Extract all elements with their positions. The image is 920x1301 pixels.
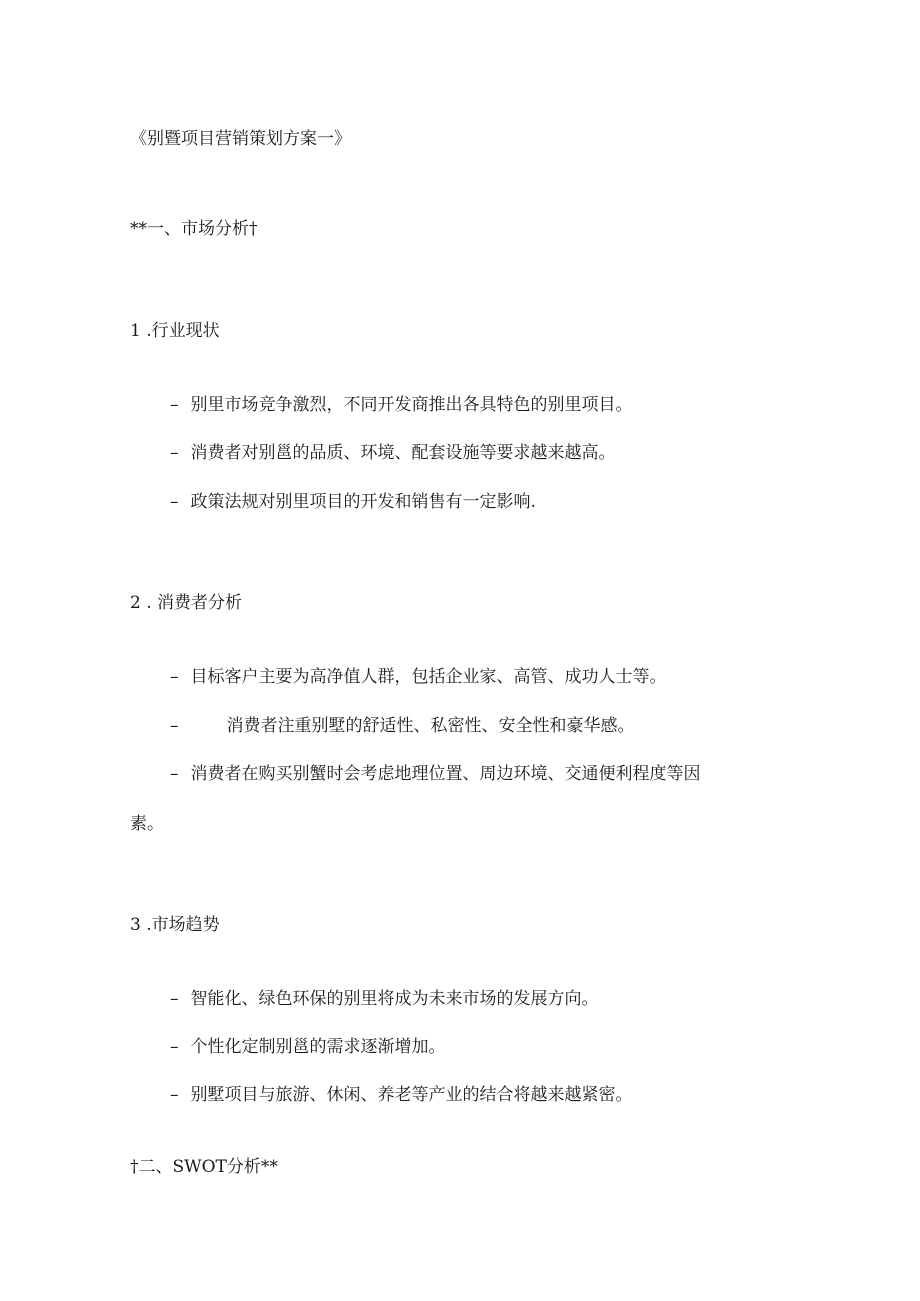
subsection-heading-consumer-analysis: 2 . 消费者分析 (130, 593, 243, 613)
section-heading-market-analysis: **一、市场分析† (130, 219, 258, 239)
list-item-text: 智能化、绿色环保的别里将成为未来市场的发展方向。 (190, 989, 599, 1009)
bullet-dash: – (170, 1085, 179, 1105)
section-heading-swot-analysis: †二、SWOT分析** (130, 1157, 278, 1177)
subsection-heading-industry-status: 1 .行业现状 (130, 321, 220, 341)
bullet-dash: – (170, 395, 179, 415)
list-item-text: 政策法规对别里项目的开发和销售有一定影响. (190, 492, 536, 512)
bullet-dash: – (170, 764, 179, 784)
list-item (170, 715, 635, 737)
list-item (170, 1084, 633, 1106)
bullet-dash: – (170, 716, 179, 736)
bullet-dash: – (170, 989, 179, 1009)
bullet-dash: – (170, 443, 179, 463)
list-item-text: 消费者注重别墅的舒适性、私密性、安全性和豪华感。 (226, 716, 635, 736)
list-item-text: 消费者在购买别蟹时会考虑地理位置、周边环境、交通便利程度等因 (190, 764, 701, 784)
list-item-text: 别墅项目与旅游、休闲、养老等产业的结合将越来越紧密。 (190, 1085, 633, 1105)
list-item-text: 个性化定制别邕的需求逐渐增加。 (190, 1037, 446, 1057)
subsection-heading-market-trend: 3 .市场趋势 (130, 915, 220, 935)
list-item (170, 442, 616, 464)
list-item (170, 988, 599, 1010)
list-item-text: 目标客户主要为高净值人群，包括企业家、高管、成功人士等。 (190, 667, 667, 687)
bullet-dash: – (170, 1037, 179, 1057)
list-item-text: 消费者对别邕的品质、环境、配套设施等要求越来越高。 (190, 443, 616, 463)
list-item (170, 1036, 446, 1058)
list-item (170, 763, 701, 785)
list-item (170, 491, 536, 513)
list-item-text: 别里市场竞争激烈，不同开发商推出各具特色的别里项目。 (190, 395, 633, 415)
bullet-dash: – (170, 667, 179, 687)
document-title: 《别暨项目营销策划方案一》 (130, 129, 351, 149)
list-item (170, 666, 667, 688)
list-item (170, 394, 633, 416)
list-item-continuation: 素。 (130, 814, 164, 834)
bullet-dash: – (170, 492, 179, 512)
